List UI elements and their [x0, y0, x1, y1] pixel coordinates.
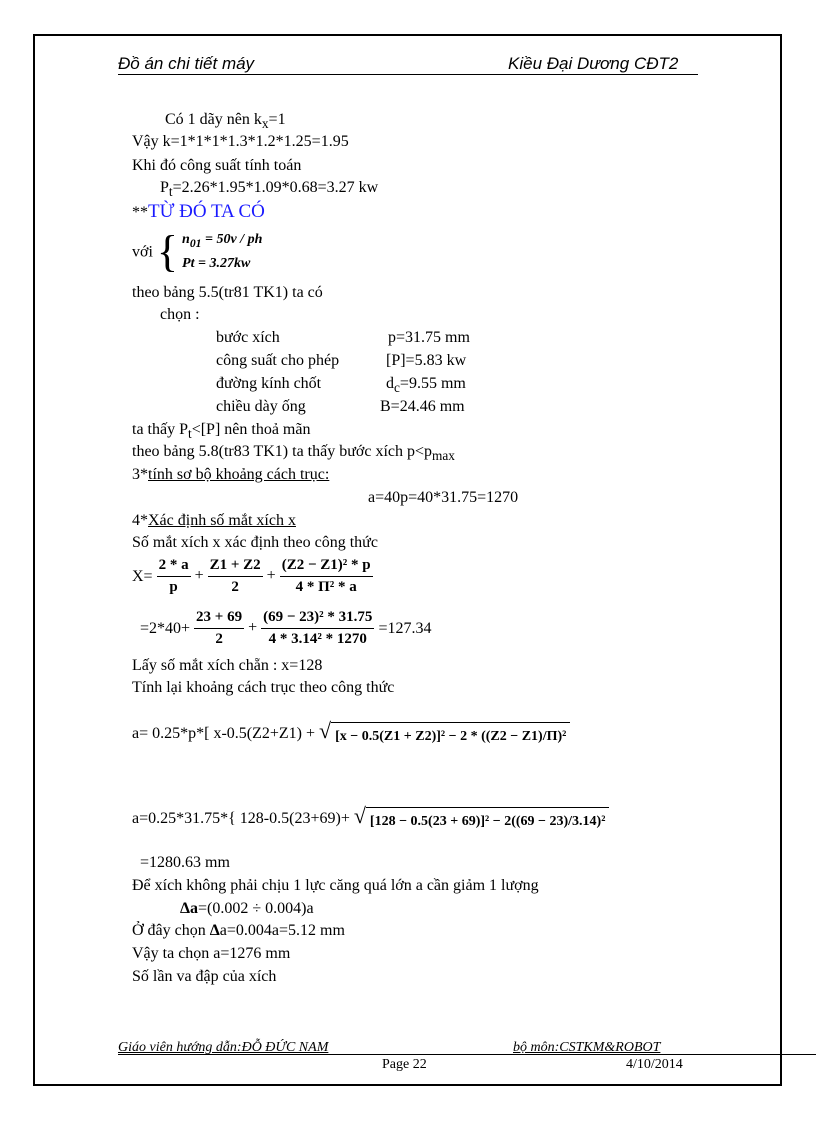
line-k: Vậy k=1*1*1*1.3*1.2*1.25=1.95	[132, 133, 349, 150]
line-table58: theo bảng 5.8(tr83 TK1) ta thấy bước xích $p<p_{max}$	[132, 443, 455, 464]
line-day: Có 1 dãy nên $k_x=1$	[165, 111, 286, 132]
system-eq: với { $n_{01} = 50v$ / ph Pt = 3.27kw	[132, 227, 263, 276]
spec-label-thickness: chiều dày ống	[216, 398, 306, 415]
footer-advisor: Giáo viên hướng dẫn:ĐỖ ĐỨC NAM	[118, 1040, 329, 1055]
spec-label-power: công suất cho phép	[216, 352, 340, 369]
line-reduce: Để xích không phải chịu 1 lực căng quá lớn a cần giảm 1 lượng	[132, 877, 539, 894]
header-right: Kiều Đại Dương CĐT2	[508, 54, 679, 73]
line-recalc: Tính lại khoảng cách trục theo công thức	[132, 679, 395, 696]
formula-a: a= 0.25*p*[ x-0.5(Z2+Z1) + √ [x − 0.5(Z1 + Z2)]² − 2 * ((Z2 − Z1)/Π)²	[132, 705, 570, 757]
footer-department: bộ môn:CSTKM&ROBOT	[513, 1040, 661, 1055]
line-chon: chọn :	[160, 306, 200, 323]
spec-value-pin: $d_c=9.55$ mm	[386, 375, 466, 396]
line-delta-chosen: Ở đây chọn Δa=0.004a=5.12 mm	[132, 922, 345, 939]
footer-rule	[118, 1054, 816, 1055]
line-formula-intro: Số mắt xích x xác định theo công thức	[132, 534, 378, 551]
line-table55: theo bảng 5.5(tr81 TK1) ta có	[132, 284, 323, 301]
page-number: Page 22	[382, 1057, 427, 1072]
section-3: 3*tính sơ bộ khoảng cách trục:	[132, 466, 330, 483]
line-check: ta thấy $P_t<[P]$ nên thoả mãn	[132, 421, 311, 442]
header-left: Đồ án chi tiết máy	[118, 54, 255, 73]
line-a-result: =1280.63 mm	[140, 854, 230, 871]
spec-value-pitch: p=31.75 mm	[388, 329, 470, 346]
section-4: 4*Xác định số mắt xích x	[132, 512, 296, 529]
formula-x: X= $\frac{2 * a}{p}$ + $\frac{Z1 + Z2}{2}$ + $\frac{\text{(Z2 − Z1)² * p}}{\text{4 * Π² * a}}$	[132, 557, 371, 595]
line-delta-range: Δa=(0.002 ÷ 0.004)a	[180, 900, 314, 917]
header-rule	[118, 74, 698, 75]
line-power-intro: Khi đó công suất tính toán	[132, 157, 302, 174]
heading-tu-do: **TỪ ĐÓ TA CÓ	[132, 201, 265, 222]
line-a-final: Vậy ta chọn a=1276 mm	[132, 945, 291, 962]
footer-date: 4/10/2014	[626, 1057, 683, 1072]
spec-label-pin: đường kính chốt	[216, 375, 322, 392]
spec-label-pitch: bước xích	[216, 329, 280, 346]
line-impacts: Số lần va đập của xích	[132, 968, 277, 985]
spec-value-power: [P]=5.83 kw	[386, 352, 467, 369]
line-x128: Lấy số mắt xích chẵn : x=128	[132, 657, 323, 674]
formula-a-values: a=0.25*31.75*{ 128-0.5(23+69)+ √ [128 − 0.5(23 + 69)]² − 2((69 − 23)/3.14)²	[132, 790, 609, 842]
spec-value-thickness: B=24.46 mm	[380, 398, 465, 415]
formula-x-values: =2*40+ $\frac{23 + 69}{2}$ + $\frac{\text{(69 − 23)² * 31.75}}{\text{4 * 3.14² * 1270}}$ =127.34	[140, 609, 432, 647]
line-a40: a=40p=40*31.75=1270	[368, 489, 519, 506]
line-pt: $P_t=2.26*1.95*1.09*0.68=3.27$ kw	[160, 179, 379, 200]
